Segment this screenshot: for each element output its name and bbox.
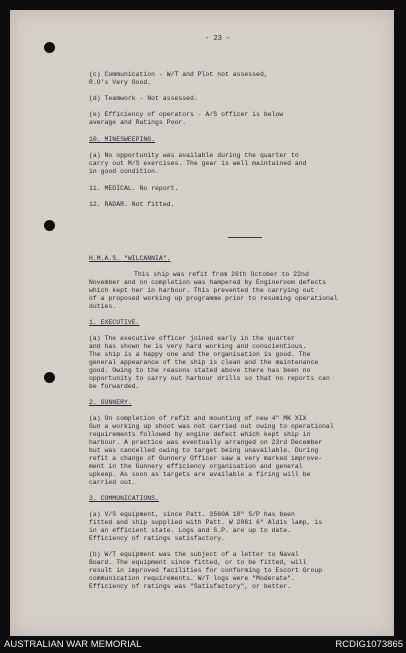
text-line: harbour. A practice was eventually arranged on 23rd December <box>89 439 323 446</box>
text-line: ment in the Gunnery efficiency organisation and general <box>89 463 303 470</box>
text-line: refit a change of Gunnery Officer saw a very marked improve- <box>89 455 323 462</box>
text-line: (c) Communication - W/T and Plot not assessed, <box>89 71 268 78</box>
punch-hole <box>44 220 55 231</box>
separator-rule <box>228 237 262 238</box>
text-line: fitted and ship supplied with Patt. W 2061 6" Aldis lamp, is <box>89 519 323 526</box>
text-line: requirements followed by engine defect which kept ship in <box>89 431 311 438</box>
text-line: R.O's Very Good. <box>89 79 152 86</box>
punch-hole <box>44 42 55 53</box>
text-line: (e) Efficiency of operators - A/S officer is below <box>89 111 284 118</box>
record-id: RCDIG1073865 <box>335 639 403 650</box>
text-line: result in improved facilities for conforming to Escort Group <box>89 567 323 574</box>
text-line: general appearance of the ship is clean and the maintenance <box>89 359 319 366</box>
text-line: Board. The equipment since fitted, or to be fitted, will <box>89 559 307 566</box>
text-line: average and Ratings Poor. <box>89 119 187 126</box>
section-heading: 10. MINESWEEPING. <box>89 136 156 143</box>
text-line: good. Owing to the reasons stated above there has been no <box>89 367 311 374</box>
text-line: Efficiency of ratings was "Satisfactory", or better. <box>89 583 292 590</box>
archive-name: AUSTRALIAN WAR MEMORIAL <box>4 639 142 650</box>
text-line: be forwarded. <box>89 383 140 390</box>
text-line: November and on completion was hampered by Engineroom defects <box>89 279 326 286</box>
section-heading: 12. RADAR. Not fitted. <box>89 201 175 208</box>
page-number: - 23 - <box>205 35 231 43</box>
section-heading: 1. EXECUTIVE. <box>89 319 140 326</box>
text-line: upkeep. As soon as targets are available a firing will be <box>89 471 311 478</box>
section-heading: 2. GUNNERY. <box>89 399 132 406</box>
text-line: opportunity to carry out harbour drills so that no reports can <box>89 375 330 382</box>
text-line: (d) Teamwork - Not assessed. <box>89 95 198 102</box>
text-line: in good condition. <box>89 168 159 175</box>
section-heading: 11. MEDICAL. No report. <box>89 185 179 192</box>
archive-footer <box>0 636 406 653</box>
text-line: in an efficient state. Logs and S.P. are up to date. <box>89 527 292 534</box>
text-line: of a proposed working up programme prior to resuming operational <box>89 295 338 302</box>
text-line: carried out. <box>89 479 136 486</box>
text-line: Gun a working up shoot was not carried out owing to operational <box>89 423 334 430</box>
text-line: (a) No opportunity was available during the quarter to <box>89 152 299 159</box>
text-line: (a) The executive officer joined early in the quarter <box>89 335 295 342</box>
text-line: Efficiency of ratings satisfactory. <box>89 535 225 542</box>
text-line: duties. <box>89 303 117 310</box>
punch-hole <box>44 372 55 383</box>
text-line: (a) V/S equipment, since Patt. 3560A 10" S/P has been <box>89 511 295 518</box>
text-line: and has shown he is very hard working and conscientious. <box>89 343 307 350</box>
ship-heading: H.M.A.S. "WILCANNIA". <box>89 255 171 262</box>
text-line: which kept her in harbour. This prevented the carrying out <box>89 287 315 294</box>
text-line: carry out M/S exercises. The gear is well maintained and <box>89 160 307 167</box>
section-heading: 3. COMMUNICATIONS. <box>89 495 159 502</box>
document-page <box>10 10 394 636</box>
text-line: but was cancelled owing to target being unavailable. During <box>89 447 319 454</box>
text-line: This ship was refit from 26th October to 22nd <box>134 271 309 278</box>
text-line: communication requirements. W/T logs were "Moderate". <box>89 575 295 582</box>
text-line: (b) W/T equipment was the subject of a letter to Naval <box>89 551 299 558</box>
text-line: (a) On completion of refit and mounting of new 4" MK XIX <box>89 415 307 422</box>
text-line: The ship is a happy one and the organisation is good. The <box>89 351 311 358</box>
